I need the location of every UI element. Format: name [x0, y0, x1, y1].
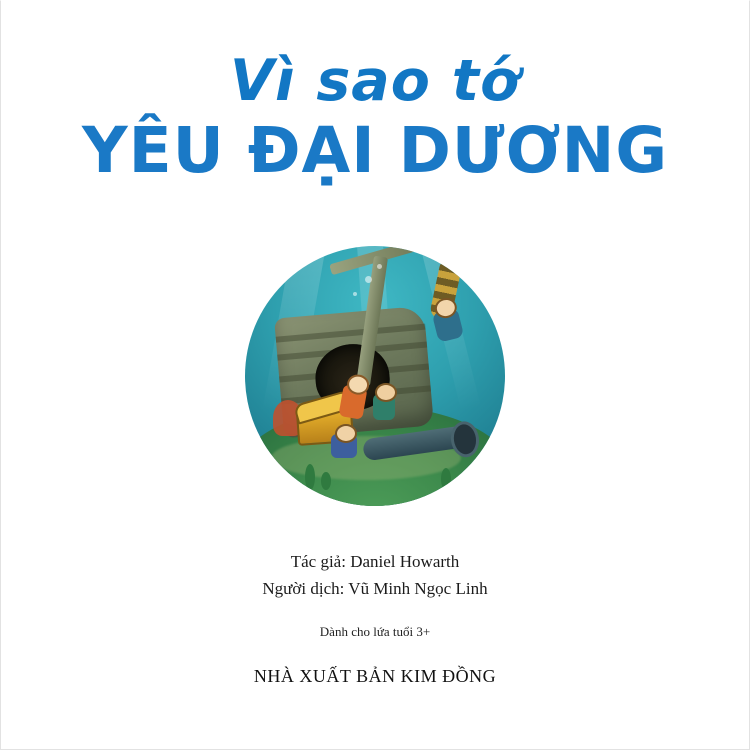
bubble-icon [353, 292, 357, 296]
age-recommendation: Dành cho lứa tuổi 3+ [319, 624, 431, 640]
diver-head [375, 383, 397, 402]
book-title-line-1: Vì sao tớ [229, 48, 521, 114]
diver-figure [373, 394, 395, 420]
seaweed-icon [305, 464, 315, 490]
diver-head [335, 424, 357, 443]
bubble-icon [365, 276, 372, 283]
credits-block [0, 548, 750, 687]
illustration-wrap [0, 246, 750, 506]
underwater-shipwreck-illustration [245, 246, 505, 506]
author-line: Tác giả: Daniel Howarth [290, 551, 460, 571]
book-title-line-2: YÊU ĐẠI DƯƠNG [81, 113, 669, 187]
title-block [0, 0, 750, 187]
publisher-name: NHÀ XUẤT BẢN KIM ĐỒNG [253, 666, 497, 687]
translator-line: Người dịch: Vũ Minh Ngọc Linh [262, 579, 488, 599]
diver-figure [331, 434, 357, 458]
hull-plank [276, 324, 426, 343]
seaweed-icon [441, 468, 451, 490]
seaweed-icon [321, 472, 331, 490]
bubble-icon [377, 264, 382, 269]
